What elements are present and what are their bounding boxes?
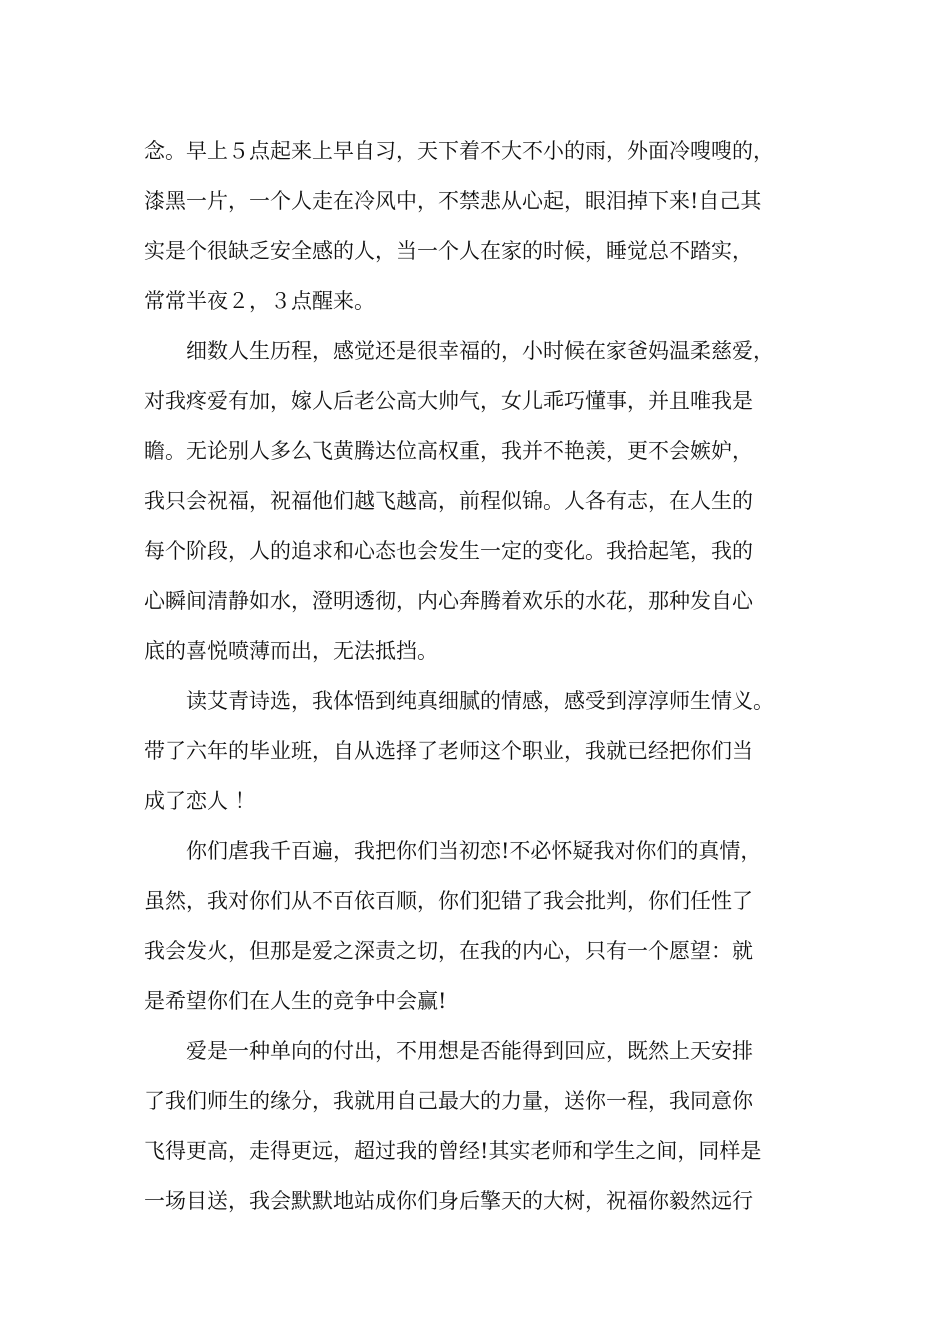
text-line: 每个阶段，人的追求和心态也会发生一定的变化。我拾起笔，我的 xyxy=(144,539,753,563)
text-line: 底的喜悦喷薄而出，无法抵挡。 xyxy=(144,639,438,663)
text-line: 一场目送，我会默默地站成你们身后擎天的大树，祝福你毅然远行 xyxy=(144,1189,753,1213)
text-line: 是希望你们在人生的竞争中会赢! xyxy=(144,989,447,1013)
text-line: 心瞬间清静如水，澄明透彻，内心奔腾着欢乐的水花，那种发自心 xyxy=(144,589,753,613)
text-line: 了我们师生的缘分，我就用自己最大的力量，送你一程，我同意你 xyxy=(144,1089,753,1113)
text-line: 带了六年的毕业班，自从选择了老师这个职业，我就已经把你们当 xyxy=(144,739,753,763)
text-line: 瞻。无论别人多么飞黄腾达位高权重，我并不艳羡，更不会嫉妒， xyxy=(144,439,753,463)
text-line: 细数人生历程，感觉还是很幸福的，小时候在家爸妈温柔慈爱， xyxy=(144,339,774,363)
text-line: 实是个很缺乏安全感的人，当一个人在家的时候，睡觉总不踏实， xyxy=(144,239,753,263)
text-line: 漆黑一片，一个人走在冷风中，不禁悲从心起，眼泪掉下来!自己其 xyxy=(144,189,762,213)
body-text xyxy=(144,126,834,1226)
text-line: 对我疼爱有加，嫁人后老公高大帅气，女儿乖巧懂事，并且唯我是 xyxy=(144,389,753,413)
text-line: 我会发火，但那是爱之深责之切，在我的内心，只有一个愿望：就 xyxy=(144,939,753,963)
text-line: 你们虐我千百遍，我把你们当初恋!不必怀疑我对你们的真情， xyxy=(144,839,762,863)
text-line: 我只会祝福，祝福他们越飞越高，前程似锦。人各有志，在人生的 xyxy=(144,489,753,513)
text-line: 爱是一种单向的付出，不用想是否能得到回应，既然上天安排 xyxy=(144,1039,753,1063)
text-line: 常常半夜２，３点醒来。 xyxy=(144,289,375,313)
text-line: 虽然，我对你们从不百依百顺，你们犯错了我会批判，你们任性了 xyxy=(144,889,753,913)
text-line: 读艾青诗选，我体悟到纯真细腻的情感，感受到淳淳师生情义。 xyxy=(144,689,774,713)
text-line: 念。早上５点起来上早自习，天下着不大不小的雨，外面冷嗖嗖的， xyxy=(144,139,774,163)
text-line: 飞得更高，走得更远，超过我的曾经!其实老师和学生之间，同样是 xyxy=(144,1139,762,1163)
text-line: 成了恋人 ！ xyxy=(144,789,256,813)
